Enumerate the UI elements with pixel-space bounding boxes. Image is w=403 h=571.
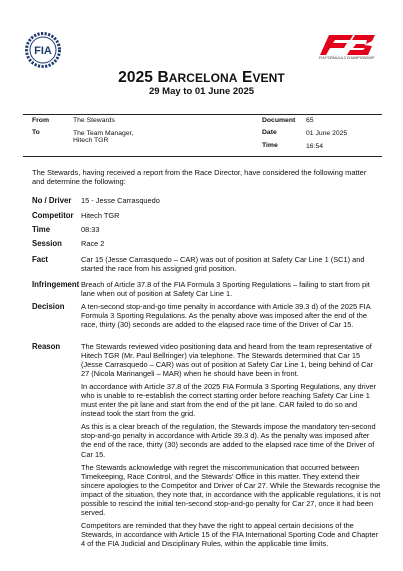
session-label: Session: [32, 239, 62, 248]
to-value-line2: Hitech TGR: [73, 137, 109, 144]
time-value: 16:54: [306, 143, 324, 150]
date-value: 01 June 2025: [306, 130, 348, 137]
reason-paragraph: The Stewards reviewed video positioning data and heard from the team representative of Hitech TGR (Mr. Paul Bellringer) via telephone. The Stewards determined that Car 15 (Jesse Carrasquedo – CAR) was out of position at Safety Car Line 1, being behind of Car 27 (Nicola Marinangeli – MAR) when he should have been in front.: [81, 342, 374, 379]
event-dates: 29 May to 01 June 2025: [148, 86, 255, 97]
time-row-label: Time: [32, 225, 51, 234]
fact-value: Car 15 (Jesse Carrasquedo – CAR) was out of position at Safety Car Line 1 (SC1) and started the race from his assigned grid position.: [81, 255, 365, 274]
infringement-label: Infringement: [32, 280, 80, 289]
f3-logo: [319, 33, 377, 67]
reason-paragraph: In accordance with Article 37.8 of the 2025 FIA Formula 3 Sporting Regulations, any driver who is unable to re-establish the correct starting order before reaching Safety Car Line 1 must enter the pit lane and start from the end of the pit lane. CAR failed to do so and instead took the start from the grid.: [81, 382, 376, 419]
reason-paragraph: The Stewards acknowledge with regret the miscommunication that occurred between Timekeeping, Race Control, and the Stewards' Office in this matter. They extend their sincere apologies to the Competitor and Driver of Car 27. While the Stewards recognise the impact of the situation, they note that, in accordance with the applicable regulations, it is not possible to rescind the initial ten-second stop-and-go penalty for Car 27, once it had been served.: [81, 462, 381, 517]
competitor-label: Competitor: [32, 211, 74, 220]
driver-label: No / Driver: [32, 196, 72, 205]
competitor-value: Hitech TGR: [81, 211, 120, 220]
reason-paragraph: Competitors are reminded that they have the right to appeal certain decisions of the Stewards, in accordance with Article 15 of the FIA International Sporting Code and Chapter 4 of the FIA Judicial and Disciplinary Rules, within the applicable time limits.: [81, 520, 379, 548]
time-row-value: 08:33: [81, 225, 100, 234]
date-label: Date: [262, 129, 277, 136]
time-label: Time: [262, 142, 278, 149]
event-title: 2025 BARCELONA EVENT: [118, 69, 285, 86]
fia-logo: [22, 32, 64, 68]
decision-value: A ten-second stop-and-go time penalty in accordance with Article 39.3 d) of the 2025 FIA Formula 3 Sporting Regulations. As the penalty above was imposed after the end of the race, thirty (30) seconds are added to the elapsed race time of the Driver of Car 15.: [81, 302, 371, 330]
to-label: To: [32, 129, 40, 136]
reason-paragraph: As this is a clear breach of the regulation, the Stewards impose the mandatory ten-second stop-and-go penalty in accordance with Article 39.3 d). As the penalty was imposed after the end of the race, thirty (30) seconds are added to the elapsed race time of the Driver of Car 15.: [81, 422, 376, 459]
header-bottom-rule: [23, 156, 382, 157]
document-value: 65: [306, 117, 314, 124]
reason-text: [81, 342, 381, 552]
from-value: The Stewards: [73, 117, 115, 124]
to-value-line1: The Team Manager,: [73, 130, 134, 137]
decision-label: Decision: [32, 302, 65, 311]
session-value: Race 2: [81, 239, 105, 248]
header-top-rule: [23, 114, 382, 115]
driver-value: 15 - Jesse Carrasquedo: [81, 196, 160, 205]
from-label: From: [32, 117, 49, 124]
fact-label: Fact: [32, 255, 49, 264]
reason-label: Reason: [32, 342, 61, 351]
infringement-value: Breach of Article 37.8 of the FIA Formula 3 Sporting Regulations – failing to start from pit lane when out of position at Safety Car Line 1.: [81, 280, 370, 299]
fia-logo-text: FIA: [34, 45, 52, 57]
f3-caption: FIA FORMULA 3 CHAMPIONSHIP: [319, 56, 375, 60]
document-label: Document: [262, 117, 296, 124]
intro-text: The Stewards, having received a report from the Race Director, have considered the following matter and determine the following:: [32, 168, 367, 187]
